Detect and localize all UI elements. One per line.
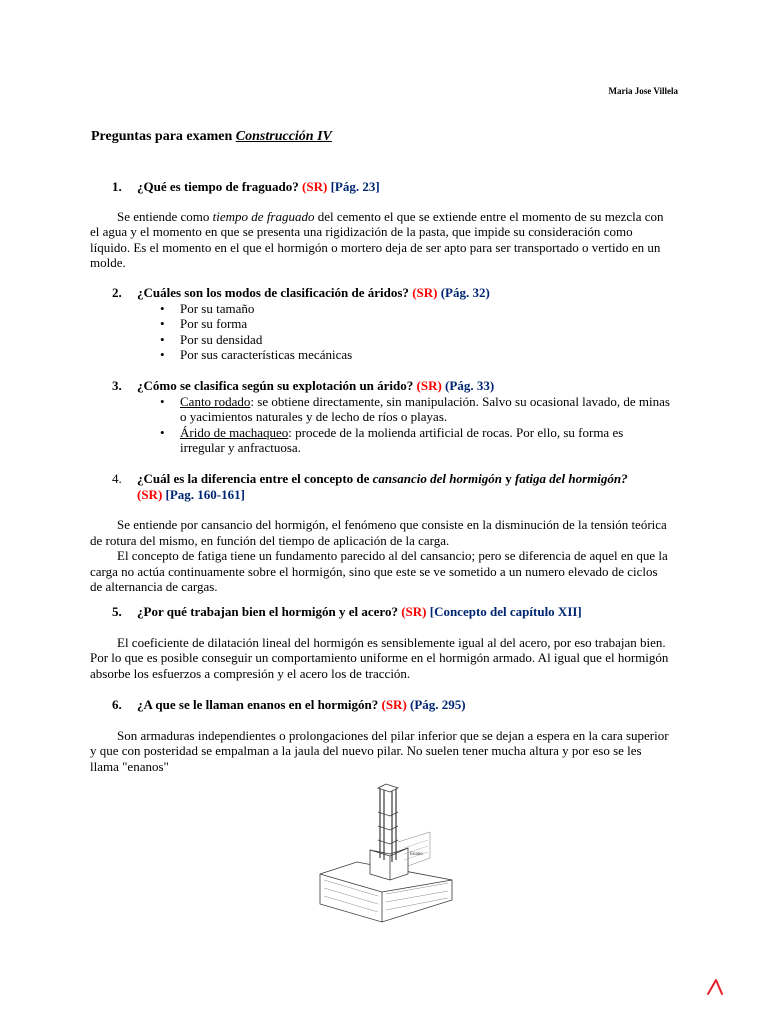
answer-paragraph: Son armaduras independientes o prolongaciones del pilar inferior que se dejan a espera en la cara superior y que con posteridad se empalman a la jaula del nuevo pilar. No suelen tener mucha altura y por eso se les llama "enanos": [90, 727, 669, 774]
question-heading: [90, 697, 670, 713]
question-text: ¿Qué es tiempo de fraguado?: [137, 179, 303, 194]
page-ref: (Pág. 32): [437, 285, 490, 300]
page-ref: [Pág. 23]: [327, 179, 380, 194]
page-ref: (Pág. 33): [441, 378, 495, 393]
bullet-icon: •: [160, 316, 165, 331]
course-name: Construcción IV: [235, 129, 332, 144]
term-italic: tiempo de fraguado: [212, 208, 315, 224]
question-6: [90, 697, 670, 774]
question-3: [90, 378, 670, 456]
list-item: • Árido de machaqueo: procede de la molienda artificial de rocas. Por ello, su forma es irregular y anfractuosa.: [160, 424, 624, 455]
question-number: 5.: [112, 604, 122, 619]
bullet-list: [90, 394, 670, 456]
sr-tag: (SR): [416, 378, 442, 393]
bullet-icon: •: [160, 393, 165, 409]
bullet-icon: •: [160, 331, 165, 347]
term-underlined: Canto rodado: [180, 393, 251, 409]
question-heading: [90, 179, 670, 195]
question-heading: [90, 378, 670, 394]
page-ref: [Concepto del capítulo XII]: [426, 604, 582, 619]
list-item: • Por su forma: [160, 316, 248, 331]
figure-label: Enano: [410, 852, 423, 857]
question-heading: [90, 604, 670, 620]
list-item: • Por su tamaño: [160, 300, 255, 316]
sr-tag: (SR): [412, 285, 438, 300]
brand-logo-icon: [706, 978, 724, 996]
question-number: 6.: [112, 697, 122, 712]
question-number: 2.: [112, 285, 122, 300]
sr-tag: (SR): [401, 604, 427, 619]
page-title: [91, 128, 332, 145]
list-item: • Por sus características mecánicas: [160, 347, 353, 362]
title-prefix: Preguntas para examen: [91, 129, 236, 144]
answer-paragraph: El coeficiente de dilatación lineal del hormigón es sensiblemente igual al del acero, por eso trabajan bien. Por lo que es posible conseguir un comportamiento uniforme en el hormigón armado. Al igual que el hormigón absorbe los esfuerzos a compresión y el acero los de tracción.: [90, 634, 669, 681]
answer-paragraph: El concepto de fatiga tiene un fundamento parecido al del cansancio; pero se diferencia de aquel en que la carga no actúa continuamente sobre el hormigón, sino que este se ve sometido a un numero elevado de ciclos de alternancia de cargas.: [90, 548, 668, 594]
question-text: ¿Por qué trabajan bien el hormigón y el acero?: [137, 604, 402, 619]
answer-paragraph: Se entiende por cansancio del hormigón, el fenómeno que consiste en la disminución de la tensión teórica de rotura del mismo, en función del tiempo de aplicación de la carga.: [90, 517, 667, 548]
sr-tag: (SR): [381, 697, 407, 712]
question-number: 3.: [112, 378, 122, 393]
list-item: • Por su densidad: [160, 331, 263, 347]
bullet-icon: •: [160, 300, 165, 316]
answer-paragraph: Se entiende como tiempo de fraguado del cemento el que se extiende entre el momento de su mezcla con el agua y el momento en que se presenta una rigidización de la pasta, que impide su consideración como líquido. Es el momento en el que el hormigón o mortero deja de ser apto para ser transportado o vertido en un molde.: [90, 208, 664, 270]
question-text: ¿Cuáles son los modos de clasificación de áridos?: [137, 285, 413, 300]
enano-figure: [312, 782, 457, 928]
question-heading: [90, 285, 670, 301]
question-4: [90, 471, 670, 595]
sr-tag: (SR): [302, 179, 328, 194]
question-text: ¿Cómo se clasifica según su explotación un árido?: [137, 378, 417, 393]
author-name: Maria Jose Villela: [608, 86, 678, 96]
bullet-icon: •: [160, 347, 165, 362]
question-number: 1.: [112, 179, 122, 194]
question-2: [90, 285, 670, 363]
bullet-icon: •: [160, 424, 165, 440]
sr-tag: (SR): [137, 486, 163, 502]
question-1: [90, 179, 670, 271]
list-item: • Canto rodado: se obtiene directamente, sin manipulación. Salvo su ocasional lavado, de minas o yacimientos naturales y de lecho de ríos o playas.: [160, 393, 670, 424]
question-number: 4.: [112, 471, 122, 486]
bullet-list: [90, 301, 670, 363]
question-text: ¿A que se le llaman enanos en el hormigón?: [137, 697, 382, 712]
term-underlined: Árido de machaqueo: [180, 424, 289, 440]
question-5: [90, 604, 670, 681]
question-heading: 4. ¿Cuál es la diferencia entre el concepto de cansancio del hormigón y fatiga del hormigón? (SR) [Pag. 160-161]: [90, 471, 670, 502]
page-ref: (Pág. 295): [406, 697, 466, 712]
page-ref: [Pag. 160-161]: [162, 486, 245, 502]
